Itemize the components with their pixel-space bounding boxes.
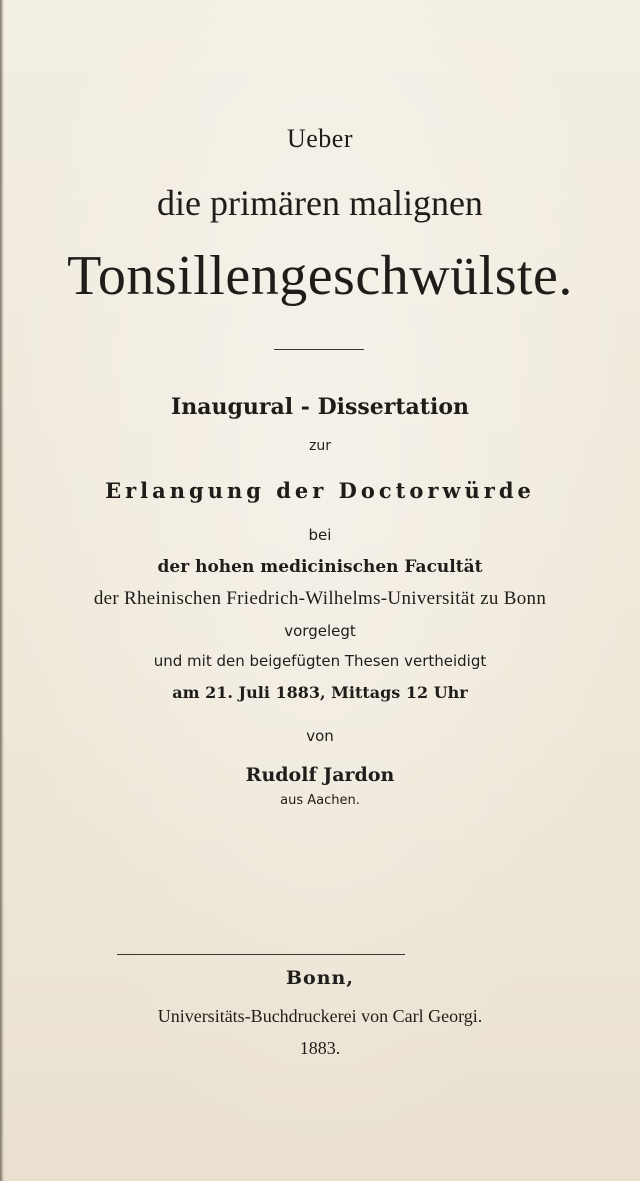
- author-origin: aus Aachen.: [280, 793, 360, 808]
- title-subtitle: die primären malignen: [157, 183, 483, 223]
- divider-rule-top: [274, 349, 364, 350]
- text-zur: zur: [309, 438, 331, 454]
- imprint-year: 1883.: [299, 1038, 341, 1058]
- text-universitaet: der Rheinischen Friedrich-Wilhelms-Universität zu Bonn: [93, 588, 547, 609]
- text-facultaet: der hohen medicinischen Facultät: [157, 557, 483, 577]
- title-ueber: Ueber: [286, 124, 353, 153]
- text-von: von: [306, 727, 334, 745]
- text-vorgelegt: vorgelegt: [284, 622, 356, 640]
- author-name: Rudolf Jardon: [245, 764, 395, 786]
- text-erlangung: Erlangung der Doctorwürde: [105, 478, 535, 503]
- main-title: Tonsillengeschwülste.: [67, 245, 573, 307]
- text-bei: bei: [308, 526, 332, 544]
- divider-rule-bottom: [117, 954, 405, 955]
- imprint-place: Bonn,: [286, 967, 354, 989]
- imprint-printer: Universitäts-Buchdruckerei von Carl Georgi.: [157, 1006, 483, 1026]
- text-thesen: und mit den beigefügten Thesen vertheidigt: [153, 652, 487, 670]
- dissertation-heading: Inaugural - Dissertation: [171, 394, 469, 420]
- defense-date: am 21. Juli 1883, Mittags 12 Uhr: [172, 683, 468, 702]
